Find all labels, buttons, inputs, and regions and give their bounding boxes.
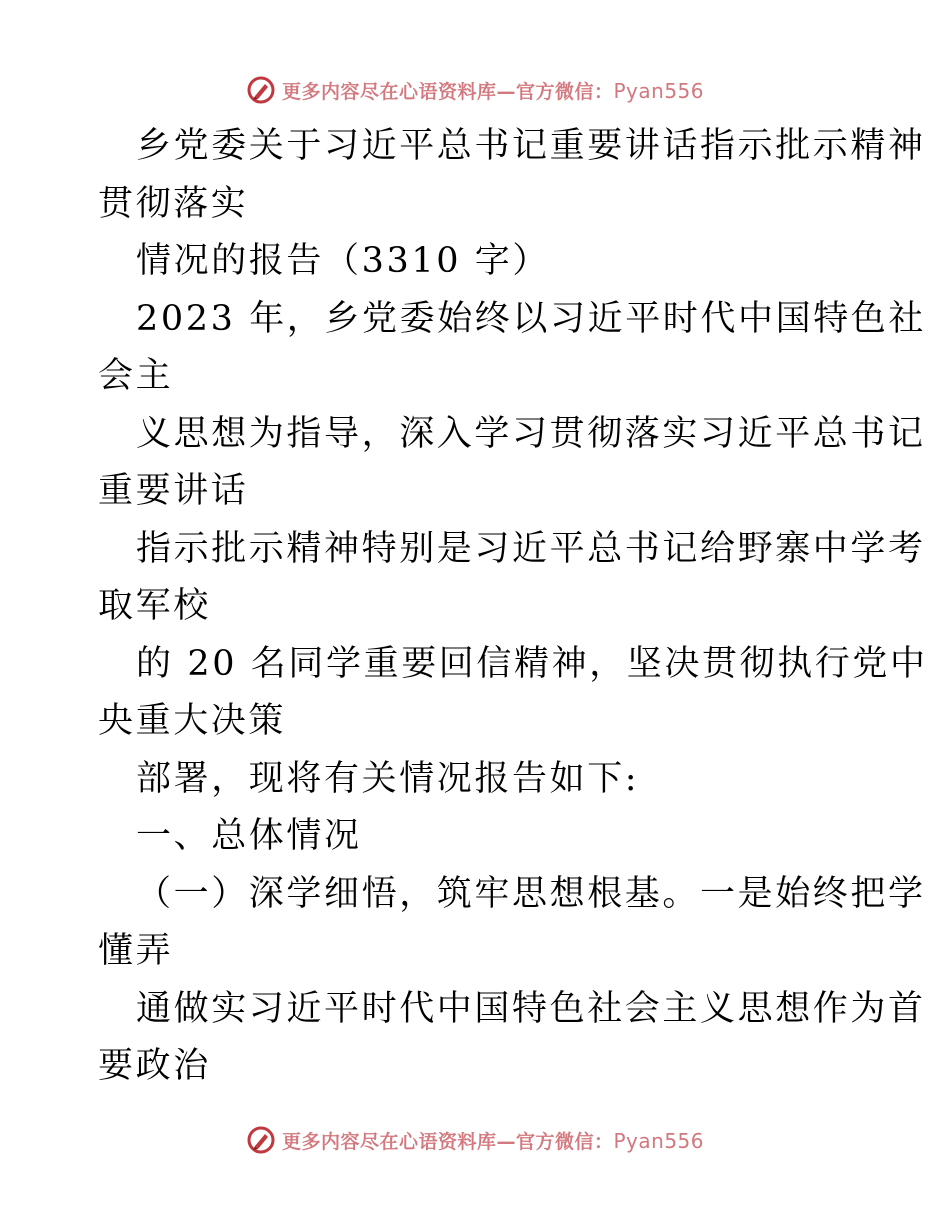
text-line: 情况的报告（3310 字） xyxy=(136,241,550,281)
banner-wechat-id: Pyan556 xyxy=(613,78,705,103)
text-line: 会主 xyxy=(98,356,174,396)
header-banner xyxy=(0,70,950,110)
banner-slogan: 更多内容尽在心语资料库—官方微信： xyxy=(281,1130,614,1153)
text-line: 乡党委关于习近平总书记重要讲话指示批示精神 xyxy=(136,126,926,166)
banner-text xyxy=(282,1127,704,1154)
text-line: 要政治 xyxy=(98,1046,211,1086)
banner-wechat-id: Pyan556 xyxy=(613,1128,705,1153)
text-line: 指示批示精神特别是习近平总书记给野寨中学考 xyxy=(136,528,926,569)
footer-banner xyxy=(0,1120,950,1160)
text-line: 义思想为指导，深入学习贯彻落实习近平总书记 xyxy=(136,413,926,454)
text-line: 懂弄 xyxy=(98,931,174,971)
text-line: 央重大决策 xyxy=(98,701,287,741)
banner-slogan: 更多内容尽在心语资料库—官方微信： xyxy=(281,80,614,103)
document-body xyxy=(98,118,928,1096)
banner-text xyxy=(282,77,704,104)
text-line: 取军校 xyxy=(98,586,211,626)
text-line: 部署，现将有关情况报告如下: xyxy=(136,758,640,799)
section-heading: 一、总体情况 xyxy=(136,816,362,856)
text-line: 的 20 名同学重要回信精神，坚决贯彻执行党中 xyxy=(136,643,928,684)
text-line: 贯彻落实 xyxy=(98,183,249,224)
text-line: （一）深学细悟，筑牢思想根基。一是始终把学 xyxy=(136,873,926,914)
text-line: 重要讲话 xyxy=(98,471,249,511)
pen-logo-icon xyxy=(246,75,276,105)
pen-logo-icon xyxy=(246,1125,276,1155)
text-line: 2023 年，乡党委始终以习近平时代中国特色社 xyxy=(136,298,926,339)
text-line: 通做实习近平时代中国特色社会主义思想作为首 xyxy=(136,988,926,1029)
